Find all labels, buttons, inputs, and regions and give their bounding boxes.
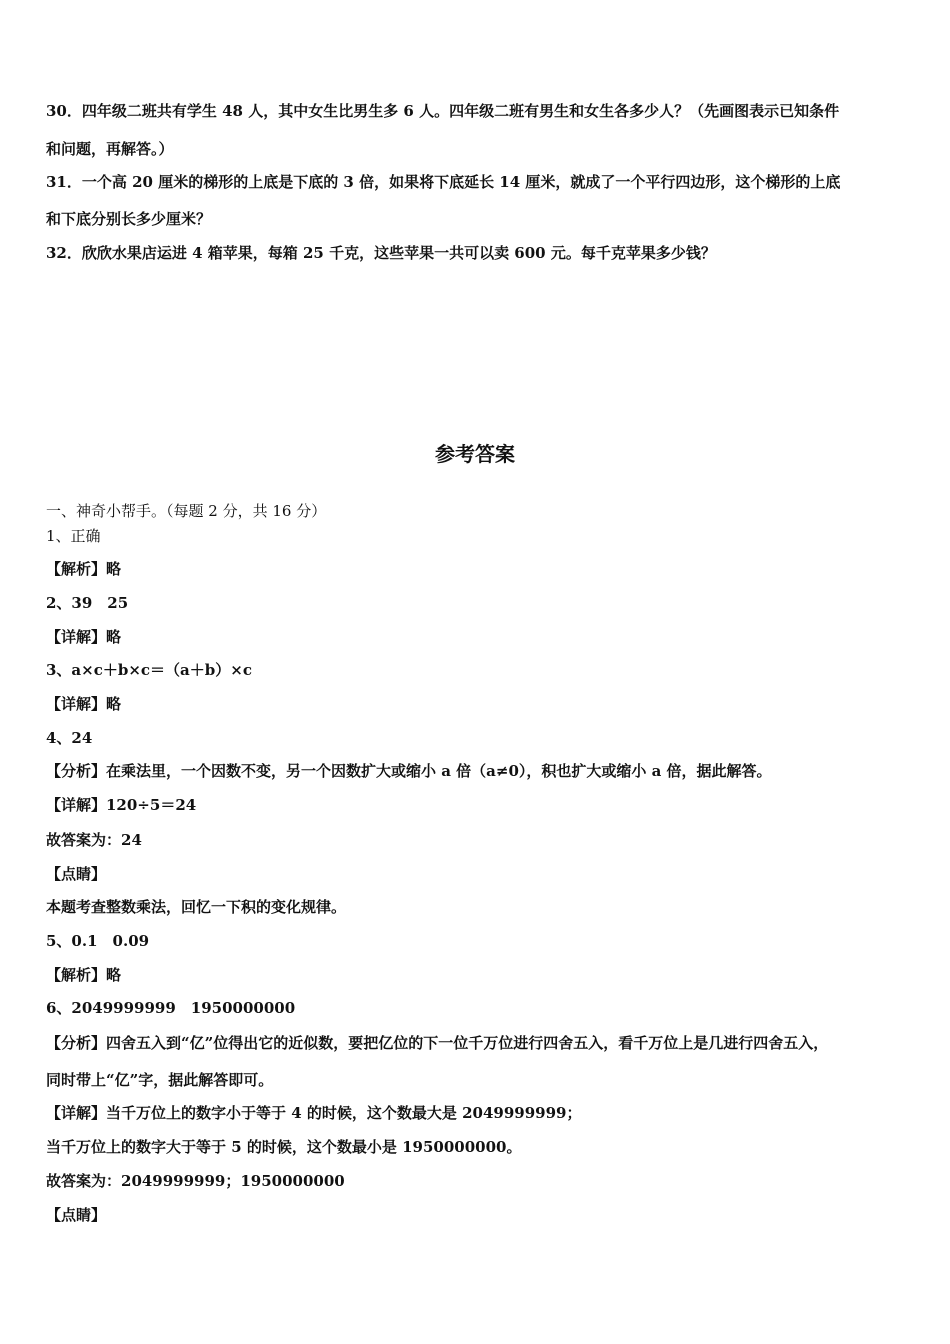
answer-4-tip-heading: 【点睛】: [46, 865, 107, 883]
answer-4-detail: 【详解】120÷5＝24: [46, 796, 197, 814]
question-31-line-1: 31．一个高 20 厘米的梯形的上底是下底的 3 倍，如果将下底延长 14 厘米，就成了一个平行四边形，这个梯形的上底: [46, 173, 841, 191]
answer-5-note: 【解析】略: [46, 966, 122, 984]
answer-3: 3、a×c＋b×c＝（a＋b）×c: [46, 661, 252, 679]
answers-title: 参考答案: [435, 442, 515, 466]
answer-4: 4、24: [46, 729, 93, 747]
question-31-line-2: 和下底分别长多少厘米？: [46, 210, 212, 228]
question-32: 32．欣欣水果店运进 4 箱苹果，每箱 25 千克，这些苹果一共可以卖 600 元。每千克苹果多少钱？: [46, 244, 716, 262]
answer-6-analysis-line-1: 【分析】四舍五入到“亿”位得出它的近似数，要把亿位的下一位千万位进行四舍五入，看千万位上是几进行四舍五入，: [46, 1034, 829, 1052]
answer-6-analysis-line-2: 同时带上“亿”字，据此解答即可。: [46, 1071, 274, 1089]
question-30-line-1: 30．四年级二班共有学生 48 人，其中女生比男生多 6 人。四年级二班有男生和女生各多少人？（先画图表示已知条件: [46, 102, 840, 120]
answer-2-note: 【详解】略: [46, 628, 122, 646]
answer-1-note: 【解析】略: [46, 560, 122, 578]
question-30-line-2: 和问题，再解答。）: [46, 140, 174, 158]
answer-4-result: 故答案为：24: [46, 831, 142, 849]
answer-6-tip-heading: 【点睛】: [46, 1206, 107, 1224]
answer-3-note: 【详解】略: [46, 695, 122, 713]
answer-6: 6、2049999999 1950000000: [46, 999, 296, 1017]
answer-4-tip: 本题考查整数乘法，回忆一下积的变化规律。: [46, 898, 347, 916]
answer-6-detail-line-1: 【详解】当千万位上的数字小于等于 4 的时候，这个数最大是 2049999999；: [46, 1104, 582, 1122]
answer-1: 1、正确: [46, 527, 101, 545]
answer-6-detail-line-2: 当千万位上的数字大于等于 5 的时候，这个数最小是 1950000000。: [46, 1138, 522, 1156]
answer-4-analysis: 【分析】在乘法里，一个因数不变，另一个因数扩大或缩小 a 倍（a≠0），积也扩大或缩小 a 倍，据此解答。: [46, 762, 772, 780]
answer-5: 5、0.1 0.09: [46, 932, 150, 950]
answer-2: 2、39 25: [46, 594, 129, 612]
section-1-heading: 一、神奇小帮手。（每题 2 分，共 16 分）: [46, 502, 327, 520]
answer-6-result: 故答案为：2049999999；1950000000: [46, 1172, 345, 1190]
